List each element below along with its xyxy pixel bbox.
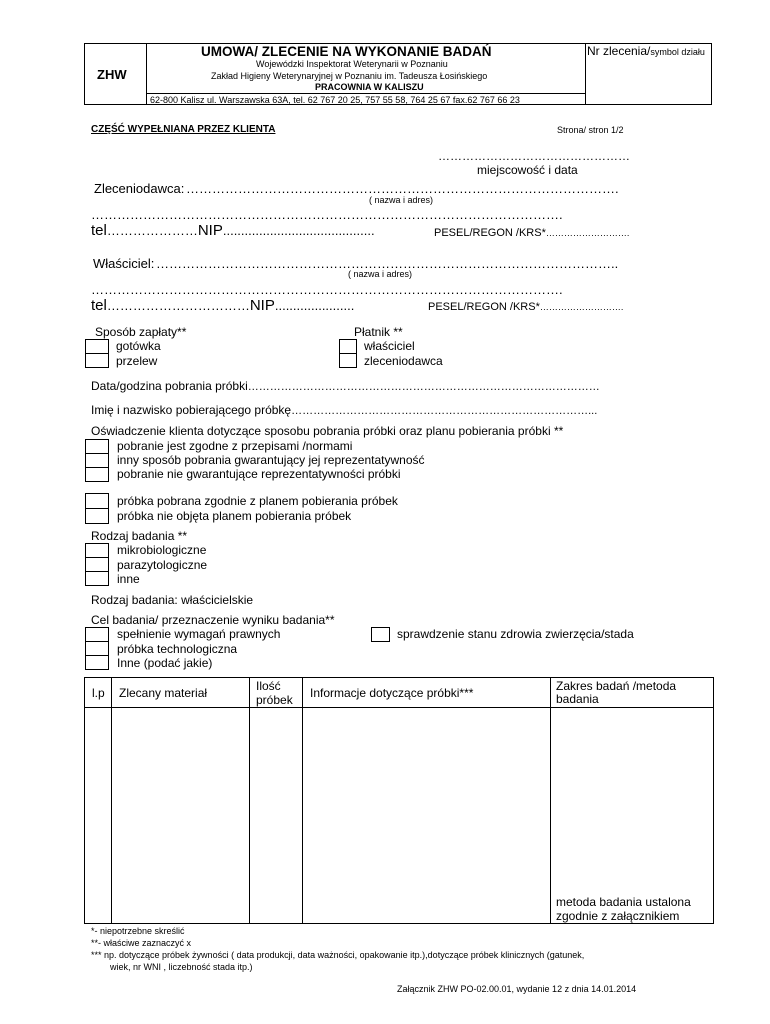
page-number: Strona/ stron 1/2 — [557, 125, 624, 135]
footnote-3b: wiek, nr WNI , liczebność stada itp.) — [110, 962, 253, 972]
col-header-qty1: Ilość — [256, 679, 281, 693]
owner-pesel-label: PESEL/REGON /KRS* — [428, 301, 540, 313]
exam-other-checkbox[interactable] — [85, 571, 109, 586]
header-divider-right — [585, 43, 586, 105]
orderer-nip-field[interactable]: .......................................... — [222, 223, 375, 238]
payment-transfer-label: przelew — [116, 354, 158, 368]
col-header-scope1: Zakres badań /metoda — [556, 679, 677, 693]
footnote-2: **- właściwe zaznaczyć x — [91, 938, 192, 948]
owner-nip-label: NIP — [249, 297, 275, 314]
decl-opt2-label: inny sposób pobrania gwarantujący jej reprezentatywność — [117, 453, 425, 467]
orderer-tel-field[interactable]: ………………… — [106, 223, 198, 238]
decl-opt2-checkbox[interactable] — [85, 453, 109, 468]
plan-opt1-checkbox[interactable] — [85, 493, 109, 509]
sampling-datetime-label: Data/godzina pobrania próbki — [91, 379, 248, 393]
header-address-line — [146, 93, 585, 94]
payer-orderer-checkbox[interactable] — [339, 353, 357, 368]
header-code: ZHW — [97, 67, 127, 82]
payment-label: Sposób zapłaty** — [95, 325, 187, 339]
decl-opt3-label: pobranie nie gwarantujące reprezentatywności próbki — [117, 467, 401, 481]
declaration-label: Oświadczenie klienta dotyczące sposobu pobrania próbki oraz planu pobierania próbki ** — [91, 424, 564, 438]
purpose-health-label: sprawdzenie stanu zdrowia zwierzęcia/stada — [397, 627, 634, 641]
purpose-other-label: Inne (podać jakie) — [117, 656, 213, 670]
sampler-name-field[interactable]: ………………………………………………………………………... — [291, 405, 598, 417]
exam-para-checkbox[interactable] — [85, 557, 109, 572]
exam-micro-label: mikrobiologiczne — [117, 543, 207, 557]
orderer-address-field[interactable]: ………………………………………………………………………………………………. — [91, 207, 563, 222]
owner-tel-row — [91, 297, 354, 314]
sampling-datetime-row — [91, 379, 600, 393]
payment-cash-checkbox[interactable] — [85, 339, 109, 354]
purpose-health-checkbox[interactable] — [371, 627, 390, 642]
footnote-1: *- niepotrzebne skreślić — [91, 926, 185, 936]
header-divider-left — [146, 43, 147, 105]
plan-opt2-label: próbka nie objęta planem pobierania próbek — [117, 509, 352, 523]
header-title: UMOWA/ ZLECENIE NA WYKONANIE BADAŃ — [201, 44, 492, 59]
header-org2: Zakład Higieny Weterynaryjnej w Poznaniu im. Tadeusza Łosińskiego — [211, 71, 488, 81]
orderer-pesel-label: PESEL/REGON /KRS* — [434, 227, 546, 239]
sampler-name-row — [91, 403, 597, 417]
exam-other-label: inne — [117, 572, 140, 586]
exam-micro-checkbox[interactable] — [85, 543, 109, 558]
exam-para-label: parazytologiczne — [117, 558, 208, 572]
col-header-material: Zlecany materiał — [119, 686, 208, 700]
decl-opt3-checkbox[interactable] — [85, 467, 109, 482]
purpose-tech-label: próbka technologiczna — [117, 642, 238, 656]
client-part-heading: CZĘŚĆ WYPEŁNIANA PRZEZ KLIENTA — [91, 124, 276, 135]
sampling-datetime-field[interactable]: …………………………………………………………………………………… — [247, 381, 600, 393]
orderer-name-hint: ( nazwa i adres) — [369, 195, 434, 205]
plan-opt1-label: próbka pobrana zgodnie z planem pobierania próbek — [117, 494, 398, 508]
owner-pesel-row — [428, 301, 623, 313]
footnote-3: *** np. dotyczące próbek żywności ( data produkcji, data ważności, opakowanie itp.),dotyczące próbek klinicznych (gatunek, — [91, 950, 585, 960]
header-org3: PRACOWNIA W KALISZU — [315, 82, 424, 92]
table-cell-material[interactable] — [112, 708, 249, 923]
purpose-tech-checkbox[interactable] — [85, 641, 109, 656]
owner-tel-field[interactable]: …………………………… — [106, 298, 250, 313]
place-date-field[interactable]: ………………………………………… — [438, 149, 630, 163]
purpose-other-checkbox[interactable] — [85, 655, 109, 670]
owner-address-field[interactable]: ………………………………………………………………………………………………. — [91, 282, 563, 297]
payment-transfer-checkbox[interactable] — [85, 353, 109, 368]
plan-opt2-checkbox[interactable] — [85, 508, 109, 524]
header-address: 62-800 Kalisz ul. Warszawska 63A, tel. 62 767 20 25, 757 55 58, 764 25 67 fax.62 767 66 23 — [150, 95, 520, 105]
purpose-legal-checkbox[interactable] — [85, 627, 109, 642]
owner-pesel-field[interactable]: ………………………. — [539, 302, 624, 312]
owner-name-hint: ( nazwa i adres) — [348, 269, 413, 279]
place-date-label: miejscowość i data — [477, 163, 578, 177]
sampler-name-label: Imię i nazwisko pobierającego próbkę — [91, 403, 292, 417]
orderer-tel-row — [91, 222, 375, 239]
col-header-scope2: badania — [556, 692, 599, 706]
orderer-nip-label: NIP — [197, 222, 223, 239]
header-org1: Wojewódzki Inspektorat Weterynarii w Poznaniu — [256, 59, 448, 69]
table-cell-info[interactable] — [303, 708, 550, 923]
col-header-qty2: próbek — [256, 693, 293, 707]
purpose-legal-label: spełnienie wymagań prawnych — [117, 627, 281, 641]
owner-field[interactable]: …………………………………………………………………………………………….. — [156, 256, 619, 271]
exam-type-label: Rodzaj badania ** — [91, 529, 188, 543]
col-header-lp: l.p — [92, 686, 105, 700]
method-note-1: metoda badania ustalona — [556, 895, 691, 909]
payment-cash-label: gotówka — [116, 339, 161, 353]
owner-label: Właściciel: — [93, 256, 155, 271]
orderer-tel-label: tel — [91, 222, 107, 239]
orderer-label: Zleceniodawca: — [94, 181, 185, 196]
orderer-pesel-row — [434, 227, 629, 239]
exam-owner-label: Rodzaj badania: właścicielskie — [91, 593, 254, 607]
col-header-info: Informacje dotyczące próbki*** — [310, 686, 474, 700]
owner-nip-field[interactable]: ...................... — [274, 298, 355, 313]
decl-opt1-label: pobranie jest zgodne z przepisami /normami — [117, 439, 353, 453]
payer-label: Płatnik ** — [354, 325, 403, 339]
table-cell-qty[interactable] — [250, 708, 302, 923]
owner-tel-label: tel — [91, 297, 107, 314]
payer-owner-checkbox[interactable] — [339, 339, 357, 354]
decl-opt1-checkbox[interactable] — [85, 439, 109, 454]
payer-orderer-label: zleceniodawca — [364, 354, 443, 368]
order-number-label: Nr zlecenia/symbol działu — [587, 44, 705, 58]
orderer-pesel-field[interactable]: ………………………. — [545, 228, 630, 238]
payer-owner-label: właściciel — [364, 339, 415, 353]
orderer-field[interactable]: ………………………………………………………………………………………. — [186, 181, 619, 196]
table-cell-scope[interactable] — [551, 708, 713, 888]
table-cell-lp[interactable] — [85, 708, 111, 923]
method-note-2: zgodnie z załącznikiem — [556, 909, 680, 923]
purpose-label: Cel badania/ przeznaczenie wyniku badania** — [91, 613, 335, 627]
annex-note: Załącznik ZHW PO-02.00.01, wydanie 12 z dnia 14.01.2014 — [397, 984, 637, 994]
